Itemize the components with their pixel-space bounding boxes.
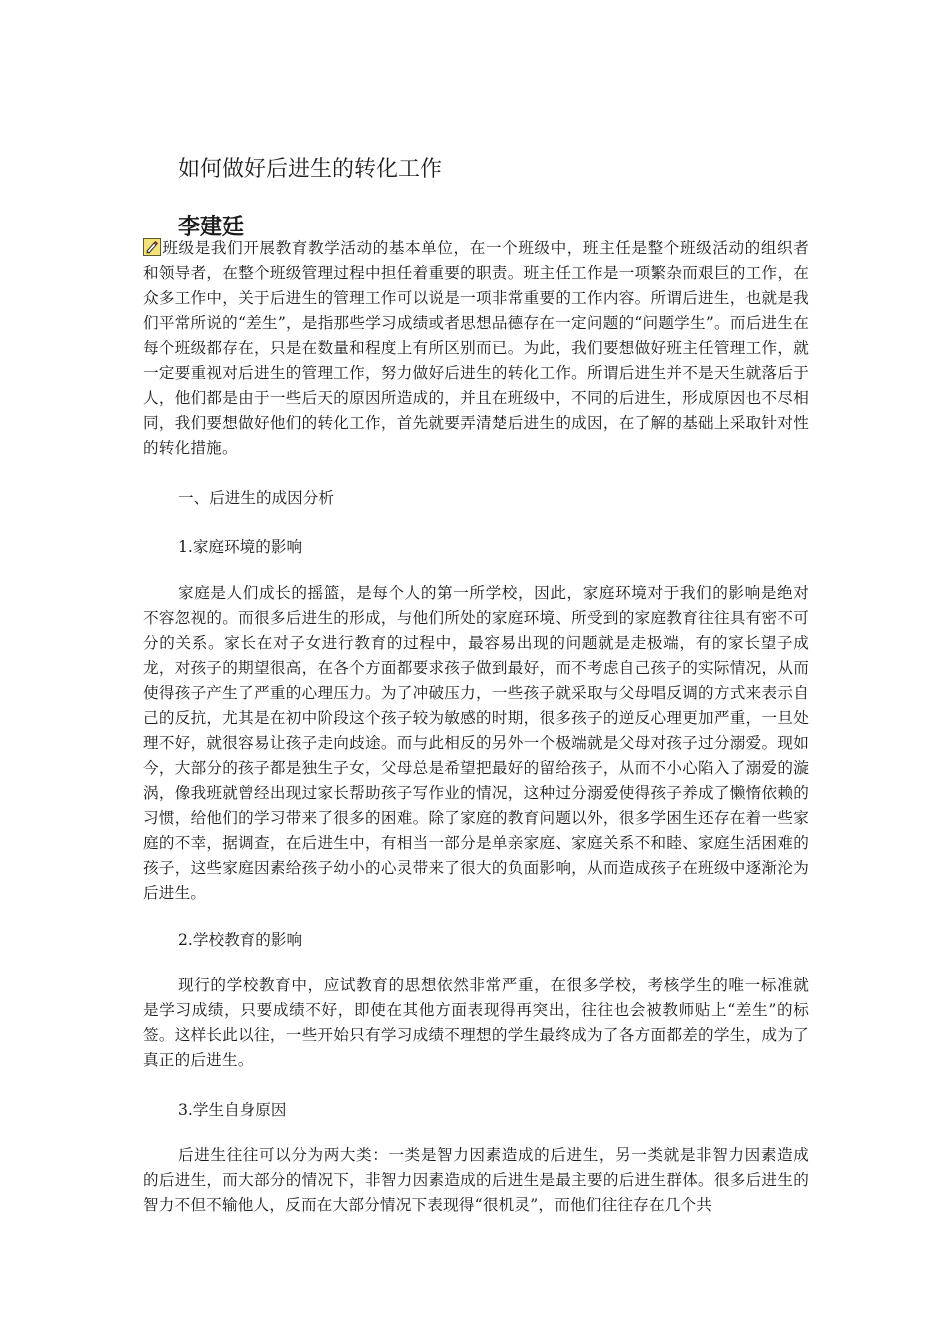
subsection-3-paragraph: 后进生往往可以分为两大类：一类是智力因素造成的后进生，另一类就是非智力因素造成的后进生，而大部分的情况下，非智力因素造成的后进生是最主要的后进生群体。很多后进生的智力不但不输他人，反而在大部分情况下表现得“很机灵”，而他们往往存在几个共	[143, 1146, 809, 1214]
document-author: 李建廷	[178, 215, 245, 240]
intro-text: 班级是我们开展教育教学活动的基本单位，在一个班级中，班主任是整个班级活动的组织者和领导者，在整个班级管理过程中担任着重要的职责。班主任工作是一项繁杂而艰巨的工作，在众多工作中，关于后进生的管理工作可以说是一项非常重要的工作内容。所谓后进生，也就是我们平常所说的“差生”，是指那些学习成绩或者思想品德存在一定问题的“问题学生”。而后进生在每个班级都存在，只是在数量和程度上有所区别而已。为此，我们要想做好班主任管理工作，就一定要重视对后进生的管理工作，努力做好后进生的转化工作。所谓后进生并不是天生就落后于人，他们都是由于一些后天的原因所造成的，并且在班级中，不同的后进生，形成原因也不尽相同，我们要想做好他们的转化工作，首先就要弄清楚后进生的成因，在了解的基础上采取针对性的转化措施。	[143, 239, 809, 457]
intro-paragraph	[143, 236, 809, 461]
subsection-heading-3: 3.学生自身原因	[178, 1101, 287, 1119]
subsection-heading-2: 2.学校教育的影响	[178, 931, 303, 949]
section-heading-1: 一、后进生的成因分析	[178, 489, 334, 507]
subsection-heading-1: 1.家庭环境的影响	[178, 538, 303, 556]
pencil-note-icon	[143, 238, 161, 256]
subsection-2-paragraph: 现行的学校教育中，应试教育的思想依然非常严重，在很多学校，考核学生的唯一标准就是学习成绩，只要成绩不好，即使在其他方面表现得再突出，往往也会被教师贴上“差生”的标签。这样长此以往，一些开始只有学习成绩不理想的学生最终成为了各方面都差的学生，成为了真正的后进生。	[143, 976, 809, 1069]
document-title: 如何做好后进生的转化工作	[178, 157, 443, 182]
subsection-1-paragraph: 家庭是人们成长的摇篮，是每个人的第一所学校，因此，家庭环境对于我们的影响是绝对不容忽视的。而很多后进生的形成，与他们所处的家庭环境、所受到的家庭教育往往具有密不可分的关系。家长在对子女进行教育的过程中，最容易出现的问题就是走极端，有的家长望子成龙，对孩子的期望很高，在各个方面都要求孩子做到最好，而不考虑自己孩子的实际情况，从而使得孩子产生了严重的心理压力。为了冲破压力，一些孩子就采取与父母唱反调的方式来表示自己的反抗，尤其是在初中阶段这个孩子较为敏感的时期，很多孩子的逆反心理更加严重，一旦处理不好，就很容易让孩子走向歧途。而与此相反的另外一个极端就是父母对孩子过分溺爱。现如今，大部分的孩子都是独生子女，父母总是希望把最好的留给孩子，从而不小心陷入了溺爱的漩涡，像我班就曾经出现过家长帮助孩子写作业的情况，这种过分溺爱使得孩子养成了懒惰依赖的习惯，给他们的学习带来了很多的困难。除了家庭的教育问题以外，很多学困生还存在着一些家庭的不幸，据调查，在后进生中，有相当一部分是单亲家庭、家庭关系不和睦、家庭生活困难的孩子，这些家庭因素给孩子幼小的心灵带来了很大的负面影响，从而造成孩子在班级中逐渐沦为后进生。	[143, 584, 809, 902]
